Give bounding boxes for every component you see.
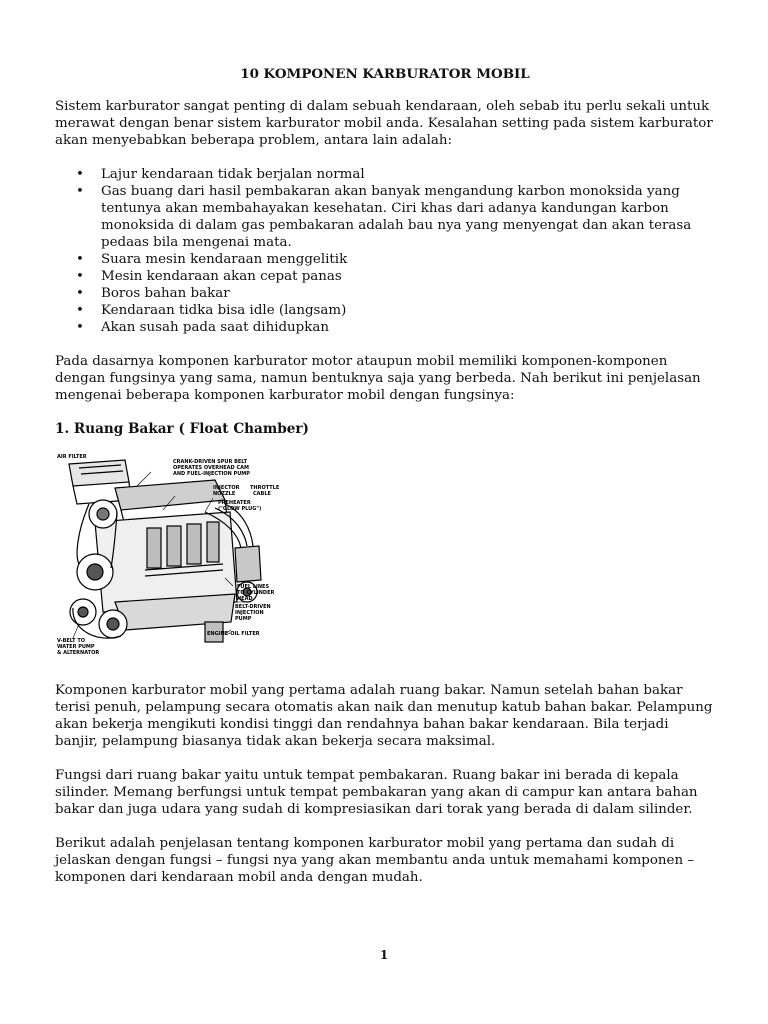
document-page bbox=[55, 66, 715, 903]
body-paragraph: Fungsi dari ruang bakar yaitu untuk tempat pembakaran. Ruang bakar ini berada di kepala silinder. Memang berfungsi untuk tempat pembakaran yang akan di campur kan antara bahan bakar dan juga udara yang sudah di kompresiasikan dari torak yang berada di dalam silinder. bbox=[55, 768, 698, 817]
label-injection-pump: PUMP bbox=[235, 616, 252, 622]
label-v-belt: WATER PUMP bbox=[57, 644, 95, 650]
intro-paragraph: Sistem karburator sangat penting di dalam sebuah kendaraan, oleh sebab itu perlu sekali untuk merawat dengan benar sistem karburator mobil anda. Kesalahan setting pada sistem karburator akan menyebabkan beberapa problem, antara lain adalah: bbox=[55, 99, 713, 148]
list-item: • Kendaraan tidka bisa idle (langsam) bbox=[55, 302, 715, 319]
label-spur-belt: CRANK-DRIVEN SPUR BELT bbox=[173, 459, 248, 465]
engine-illustration bbox=[55, 452, 285, 660]
label-fuel-lines: HEAD bbox=[237, 596, 253, 602]
list-item: • Lajur kendaraan tidak berjalan normal bbox=[55, 166, 715, 183]
list-item: • Suara mesin kendaraan menggelitik bbox=[55, 251, 715, 268]
label-throttle-cable: THROTTLE bbox=[250, 485, 280, 491]
components-intro-paragraph: Pada dasarnya komponen karburator motor ataupun mobil memiliki komponen-komponen dengan fungsinya yang sama, namun bentuknya saja yang berbeda. Nah berikut ini penjelasan mengenai beberapa komponen karburator mobil dengan fungsinya: bbox=[55, 354, 701, 403]
body-paragraph: Berikut adalah penjelasan tentang komponen karburator mobil yang pertama dan sudah di jelaskan dengan fungsi – fungsi nya yang akan membantu anda untuk memahami komponen – komponen dari kendaraan mobil anda dengan mudah. bbox=[55, 836, 695, 885]
document-title: 10 KOMPONEN KARBURATOR MOBIL bbox=[240, 66, 530, 82]
label-oil-filter: ENGINE-OIL FILTER bbox=[207, 631, 260, 637]
problem-list bbox=[55, 166, 715, 336]
body-paragraph: Komponen karburator mobil yang pertama adalah ruang bakar. Namun setelah bahan bakar terisi penuh, pelampung secara otomatis akan naik dan menutup katub bahan bakar. Pelampung akan bekerja mengikuti kondisi tinggi dan rendahnya bahan bakar kendaraan. Bila terjadi banjir, pelampung biasanya tidak akan bekerja secara maksimal. bbox=[55, 683, 713, 749]
label-injector-nozzle: INJECTOR bbox=[213, 485, 240, 491]
label-fuel-lines: TO CYLINDER bbox=[237, 590, 275, 596]
engine-diagram-figure bbox=[55, 452, 285, 660]
page-number: 1 bbox=[379, 948, 389, 962]
label-v-belt: & ALTERNATOR bbox=[57, 650, 100, 656]
label-throttle-cable: CABLE bbox=[253, 491, 271, 497]
label-spur-belt: AND FUEL-INJECTION PUMP bbox=[173, 471, 250, 477]
label-air-filter: AIR FILTER bbox=[57, 454, 87, 460]
list-item: • Mesin kendaraan akan cepat panas bbox=[55, 268, 715, 285]
label-preheater: ("GLOW PLUG") bbox=[218, 506, 262, 512]
list-item: • Akan susah pada saat dihidupkan bbox=[55, 319, 715, 336]
label-injector-nozzle: NOZZLE bbox=[213, 491, 236, 497]
label-injection-pump: INJECTION bbox=[235, 610, 264, 616]
list-item: • Boros bahan bakar bbox=[55, 285, 715, 302]
section-heading-ruang-bakar: 1. Ruang Bakar ( Float Chamber) bbox=[55, 421, 309, 437]
label-injection-pump: BELT-DRIVEN bbox=[235, 604, 271, 610]
label-preheater: PREHEATER bbox=[218, 500, 251, 506]
label-spur-belt: OPERATES OVERHEAD CAM bbox=[173, 465, 249, 471]
label-v-belt: V-BELT TO bbox=[57, 638, 85, 644]
label-fuel-lines: FUEL LINES bbox=[237, 584, 270, 590]
list-item: • Gas buang dari hasil pembakaran akan banyak mengandung karbon monoksida yang tentunya akan membahayakan kesehatan. Ciri khas dari adanya kandungan karbon monoksida di dalam gas pembakaran adalah bau nya yang menyengat dan akan terasa pedaas bila mengenai mata. bbox=[55, 183, 715, 251]
